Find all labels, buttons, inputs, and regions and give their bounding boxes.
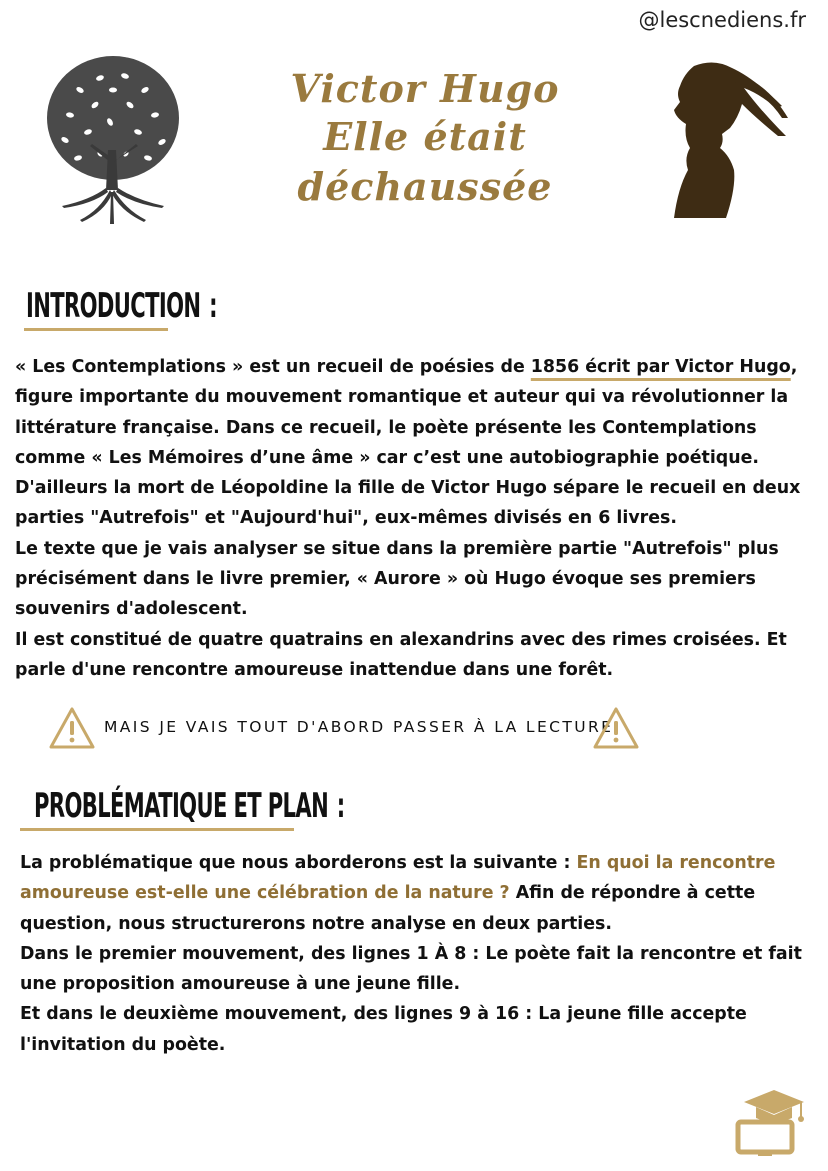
- problematique-paragraph-2: Dans le premier mouvement, des lignes 1 À 8 : Le poète fait la rencontre et fait une proposition amoureuse à une jeune fille.: [20, 943, 802, 995]
- woman-silhouette-icon: [664, 58, 790, 218]
- site-handle: @lescnediens.fr: [638, 8, 806, 32]
- problematique-p1-end: Afin de répondre à cette question, nous structurerons notre analyse en deux parties.: [20, 883, 756, 934]
- intro-heading: [26, 286, 217, 326]
- title-author: Victor Hugo: [290, 66, 560, 111]
- intro-heading-text: INTRODUCTION: [26, 286, 201, 326]
- problematique-text: [20, 848, 816, 1060]
- intro-heading-colon: :: [209, 286, 217, 326]
- intro-p1-underlined: 1856 écrit par Victor Hugo: [530, 357, 791, 377]
- intro-p1-start: « Les Contemplations » est un recueil de poésies de: [15, 357, 531, 377]
- problematique-paragraph-1: [20, 848, 816, 939]
- intro-heading-underline: [24, 328, 168, 331]
- graduation-cap-computer-icon: [734, 1088, 810, 1158]
- problematique-question: En quoi la rencontre amoureuse est-elle une célébration de la nature ?: [20, 853, 776, 904]
- intro-paragraph-1: [15, 352, 815, 534]
- problematique-heading-underline: [20, 828, 294, 831]
- document-title: [200, 66, 650, 212]
- reading-notice: MAIS JE VAIS TOUT D'ABORD PASSER À LA LECTURE: [104, 718, 614, 736]
- intro-text: [15, 352, 815, 685]
- warning-icon: [592, 706, 640, 750]
- problematique-heading: [34, 786, 345, 826]
- problematique-heading-text: PROBLÉMATIQUE ET PLAN: [34, 786, 329, 826]
- warning-icon: [48, 706, 96, 750]
- title-poem: Elle était déchaussée: [297, 114, 553, 209]
- problematique-heading-colon: :: [336, 786, 345, 826]
- problematique-paragraph-3: Et dans le deuxième mouvement, des lignes 9 à 16 : La jeune fille accepte l'invitation du poète.: [20, 1004, 747, 1055]
- intro-paragraph-3: Il est constitué de quatre quatrains en alexandrins avec des rimes croisées. Et parle d'une rencontre amoureuse inattendue dans une forêt.: [15, 629, 787, 680]
- intro-paragraph-2: Le texte que je vais analyser se situe dans la première partie "Autrefois" plus précisément dans le livre premier, « Aurore » où Hugo évoque ses premiers souvenirs d'adolescent.: [15, 538, 779, 620]
- intro-p1-end: , figure importante du mouvement romantique et auteur qui va révolutionner la littérature française. Dans ce recueil, le poète présente les Contemplations comme « Les Mémoires d’une âme » car c’est une autobiographie poétique. D'ailleurs la mort de Léopoldine la fille de Victor Hugo sépare le recueil en deux parties "Autrefois" et "Aujourd'hui", eux-mêmes divisés en 6 livres.: [15, 357, 801, 529]
- problematique-p1-start: La problématique que nous aborderons est la suivante :: [20, 853, 577, 873]
- tree-icon: [40, 50, 186, 226]
